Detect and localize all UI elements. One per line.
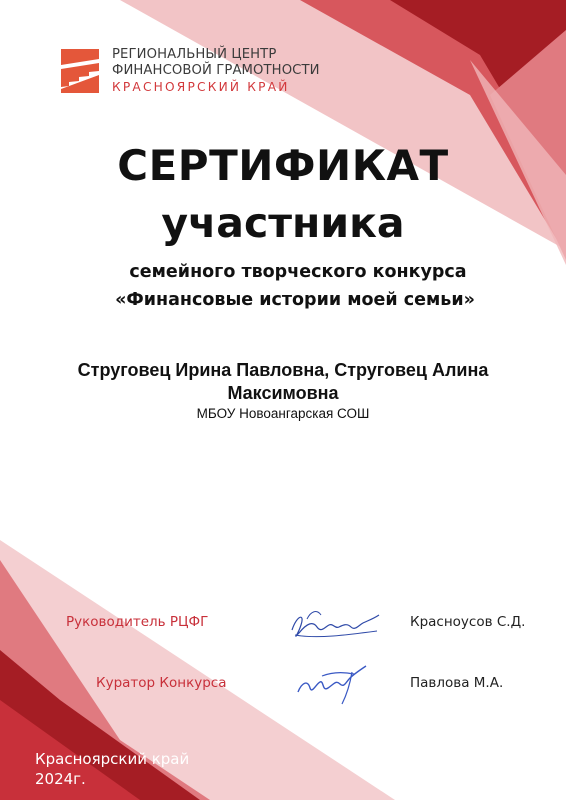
rcfg-logo-icon: [61, 49, 101, 93]
certificate-title: СЕРТИФИКАТ: [117, 141, 449, 190]
signatory-role-curator: Куратор Конкурса: [96, 675, 227, 691]
certificate-title-participant: участника: [161, 199, 405, 247]
signatory-name-director: Красноусов С.Д.: [410, 614, 526, 630]
signatory-role-director: Руководитель РЦФГ: [66, 614, 209, 630]
footer-year: 2024г.: [35, 770, 86, 788]
footer: [35, 749, 189, 789]
recipient-school: МБОУ Новоангарская СОШ: [196, 406, 370, 421]
signatory-name-curator: Павлова М.А.: [410, 675, 504, 691]
recipient-names-line-1: Струговец Ирина Павловна, Струговец Алина: [77, 360, 489, 380]
org-line-1: РЕГИОНАЛЬНЫЙ ЦЕНТР: [112, 47, 277, 62]
signature-director-image: [287, 605, 382, 645]
org-line-3: КРАСНОЯРСКИЙ КРАЙ: [112, 80, 290, 94]
recipient-names: [40, 359, 526, 405]
contest-subtitle-line-1: семейного творческого конкурса: [129, 262, 467, 282]
footer-region: Красноярский край: [35, 750, 190, 768]
contest-subtitle-line-2: «Финансовые истории моей семьи»: [115, 290, 475, 310]
signature-curator-image: [292, 662, 374, 706]
org-line-2: ФИНАНСОВОЙ ГРАМОТНОСТИ: [112, 63, 320, 78]
recipient-names-line-2: Максимовна: [227, 383, 339, 403]
organization-name: [112, 47, 320, 95]
